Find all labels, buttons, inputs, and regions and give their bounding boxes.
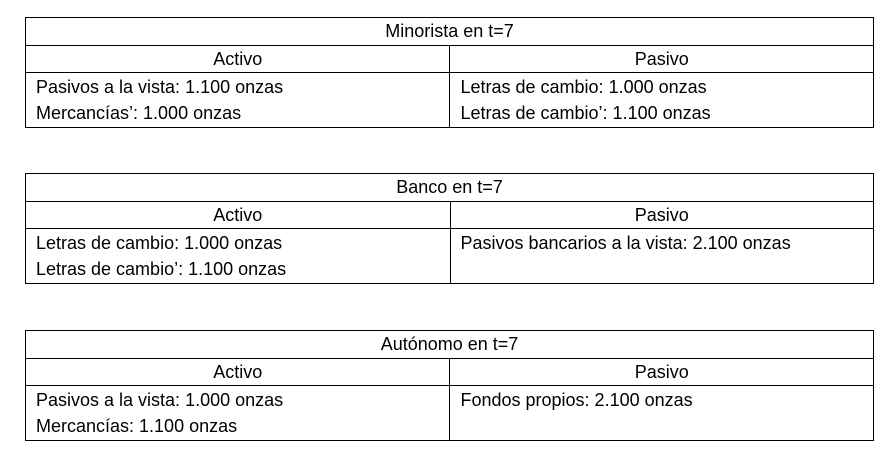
activo-entry: Letras de cambio: 1.000 onzas	[36, 233, 283, 253]
pasivo-cell	[450, 73, 874, 128]
pasivo-cell	[450, 229, 874, 284]
activo-header: Activo	[26, 202, 451, 229]
pasivo-entry: Letras de cambio: 1.000 onzas	[460, 77, 707, 97]
pasivo-entry: Pasivos bancarios a la vista: 2.100 onzas	[460, 233, 791, 253]
activo-cell	[26, 73, 450, 128]
pasivo-header: Pasivo	[450, 46, 874, 73]
pasivo-header: Pasivo	[450, 359, 874, 386]
activo-entry: Pasivos a la vista: 1.000 onzas	[36, 390, 284, 410]
balance-sheet-banco	[25, 173, 874, 284]
activo-header: Activo	[26, 46, 450, 73]
activo-entry: Mercancías: 1.100 onzas	[36, 416, 238, 436]
activo-cell	[26, 229, 451, 284]
activo-cell	[26, 386, 450, 441]
pasivo-header: Pasivo	[450, 202, 874, 229]
table-title: Autónomo en t=7	[26, 331, 874, 359]
activo-entry: Mercancías’: 1.000 onzas	[36, 103, 242, 123]
balance-sheet-minorista	[25, 17, 874, 128]
pasivo-entry: Fondos propios: 2.100 onzas	[460, 390, 693, 410]
table-title: Minorista en t=7	[26, 18, 874, 46]
activo-header: Activo	[26, 359, 450, 386]
balance-sheet-autonomo	[25, 330, 874, 441]
pasivo-cell	[450, 386, 874, 441]
activo-entry: Letras de cambio’: 1.100 onzas	[36, 259, 287, 279]
table-title: Banco en t=7	[26, 174, 874, 202]
activo-entry: Pasivos a la vista: 1.100 onzas	[36, 77, 284, 97]
pasivo-entry: Letras de cambio’: 1.100 onzas	[460, 103, 711, 123]
